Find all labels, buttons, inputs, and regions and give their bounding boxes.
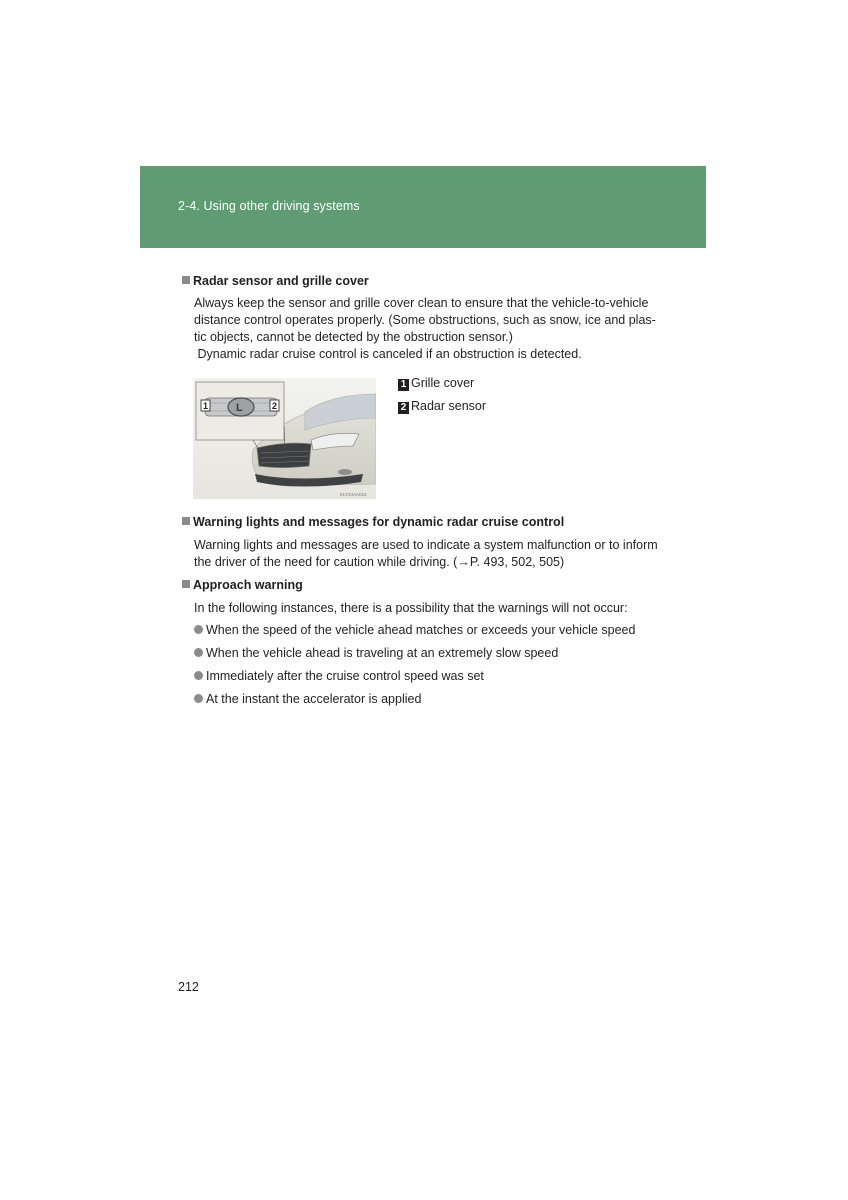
paragraph-line: tic objects, cannot be detected by the obstruction sensor.) — [194, 330, 513, 344]
round-bullet-icon — [194, 648, 203, 657]
square-bullet-icon — [182, 517, 190, 525]
paragraph-line: distance control operates properly. (Some obstructions, such as snow, ice and plas- — [194, 313, 656, 327]
page-number: 212 — [178, 980, 199, 994]
callout-2-label: 2 — [272, 401, 278, 411]
round-bullet-icon — [194, 671, 203, 680]
legend-number-badge: 2 — [398, 402, 409, 414]
paragraph-line: Warning lights and messages are used to indicate a system malfunction or to inform — [194, 538, 658, 552]
list-item-text: When the vehicle ahead is traveling at an extremely slow speed — [206, 646, 559, 660]
callout-1-label: 1 — [203, 401, 209, 411]
paragraph-radar-sensor — [194, 295, 664, 363]
legend-number-badge: 1 — [398, 379, 409, 391]
heading-text: Warning lights and messages for dynamic radar cruise control — [193, 515, 565, 529]
heading-text: Radar sensor and grille cover — [193, 274, 369, 288]
heading-approach-warning — [182, 577, 303, 594]
paragraph-line: In the following instances, there is a possibility that the warnings will not occur: — [194, 601, 628, 615]
heading-radar-sensor — [182, 273, 369, 290]
square-bullet-icon — [182, 580, 190, 588]
legend-label: Grille cover — [411, 376, 475, 390]
list-item-text: Immediately after the cruise control speed was set — [206, 669, 484, 683]
paragraph-line: the driver of the need for caution while driving. (→P. 493, 502, 505) — [194, 555, 565, 569]
paragraph-line: Dynamic radar cruise control is canceled if an obstruction is detected. — [194, 347, 582, 361]
paragraph-line: Always keep the sensor and grille cover clean to ensure that the vehicle-to-vehicle — [194, 296, 649, 310]
legend-item-grille-cover — [398, 375, 474, 392]
list-item — [194, 668, 484, 685]
list-item — [194, 691, 421, 708]
figure-code: ELY24AA014 — [340, 492, 367, 497]
car-front-figure — [193, 378, 376, 499]
car-front-illustration — [193, 378, 376, 499]
section-header-band — [140, 166, 706, 248]
list-item-text: When the speed of the vehicle ahead matches or exceeds your vehicle speed — [206, 623, 636, 637]
heading-warning-lights — [182, 514, 564, 531]
square-bullet-icon — [182, 276, 190, 284]
paragraph-approach-intro — [194, 600, 664, 617]
paragraph-warning-lights — [194, 537, 664, 571]
section-title: 2-4. Using other driving systems — [178, 199, 360, 213]
round-bullet-icon — [194, 625, 203, 634]
legend-label: Radar sensor — [411, 399, 487, 413]
list-item — [194, 645, 558, 662]
heading-text: Approach warning — [193, 578, 303, 592]
svg-text:L: L — [236, 402, 243, 414]
round-bullet-icon — [194, 694, 203, 703]
list-item — [194, 622, 635, 639]
list-item-text: At the instant the accelerator is applied — [206, 692, 422, 706]
legend-item-radar-sensor — [398, 398, 486, 415]
